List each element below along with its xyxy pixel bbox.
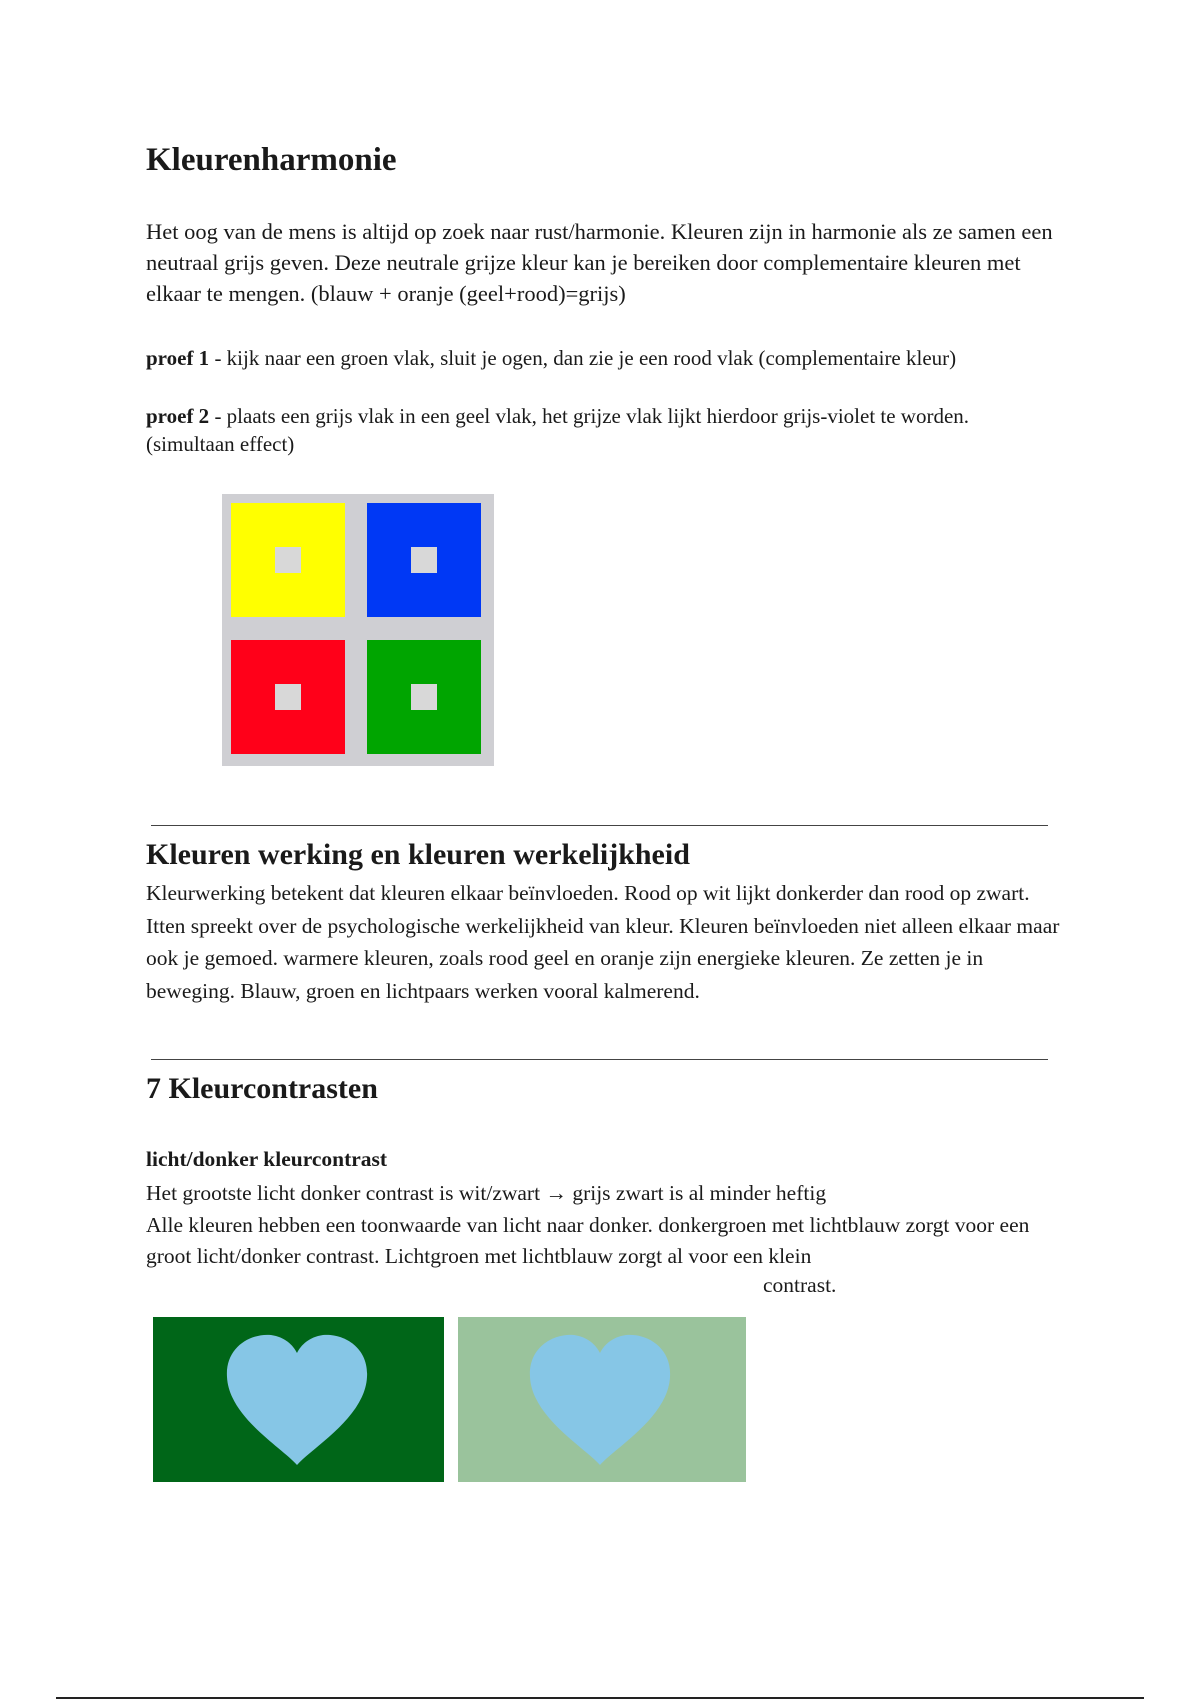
gray-center [275, 684, 301, 710]
contrast-line-3: contrast. [763, 1273, 837, 1297]
contrast-line-1: Het grootste licht donker contrast is wit/zwart → grijs zwart is al minder heftig [146, 1181, 827, 1205]
dark-green-heart-panel [153, 1317, 444, 1482]
proof-1-label: proef 1 [146, 346, 210, 370]
contrast-line-2: Alle kleuren hebben een toonwaarde van licht naar donker. donkergroen met lichtblauw zorgt voor een groot licht/donker contrast. Lichtgroen met lichtblauw zorgt al voor een klein [146, 1212, 1030, 1268]
gray-center [411, 684, 437, 710]
proof-1 [146, 344, 1061, 372]
divider [151, 1059, 1048, 1060]
gray-center [275, 547, 301, 573]
page-bottom-rule [56, 1697, 1144, 1699]
divider [151, 825, 1048, 826]
green-square [367, 640, 481, 754]
section-title-color-effect: Kleuren werking en kleuren werkelijkheid [146, 838, 690, 871]
blue-square [367, 503, 481, 617]
proof-1-text: - kijk naar een groen vlak, sluit je ogen, dan zie je een rood vlak (complementaire kleur) [209, 346, 957, 370]
yellow-square [231, 503, 345, 617]
proof-2-label: proef 2 [146, 404, 210, 428]
gray-center [411, 547, 437, 573]
section-title-harmony: Kleurenharmonie [146, 142, 397, 178]
proof-2-text: - plaats een grijs vlak in een geel vlak, het grijze vlak lijkt hierdoor grijs-violet te worden. (simultaan effect) [146, 404, 970, 456]
color-squares-figure [222, 494, 494, 766]
color-effect-paragraph: Kleurwerking betekent dat kleuren elkaar beïnvloeden. Rood op wit lijkt donkerder dan rood op zwart. Itten spreekt over de psychologische werkelijkheid van kleur. Kleuren beïnvloeden niet alleen elkaar maar ook je gemoed. warmere kleuren, zoals rood geel en oranje zijn energieke kleuren. Ze zetten je in beweging. Blauw, groen en lichtpaars werken vooral kalmerend. [146, 881, 1060, 1003]
heart-icon [526, 1331, 674, 1467]
section-title-contrasts: 7 Kleurcontrasten [146, 1072, 378, 1105]
subsection-title: licht/donker kleurcontrast [146, 1147, 388, 1171]
harmony-paragraph: Het oog van de mens is altijd op zoek naar rust/harmonie. Kleuren zijn in harmonie als ze samen een neutraal grijs geven. Deze neutrale grijze kleur kan je bereiken door complementaire kleuren met elkaar te mengen. (blauw + oranje (geel+rood)=grijs) [146, 219, 1053, 306]
contrast-paragraph [146, 1178, 1061, 1273]
red-square [231, 640, 345, 754]
light-green-heart-panel [458, 1317, 746, 1482]
heart-icon [223, 1331, 371, 1467]
proof-2 [146, 402, 1061, 458]
